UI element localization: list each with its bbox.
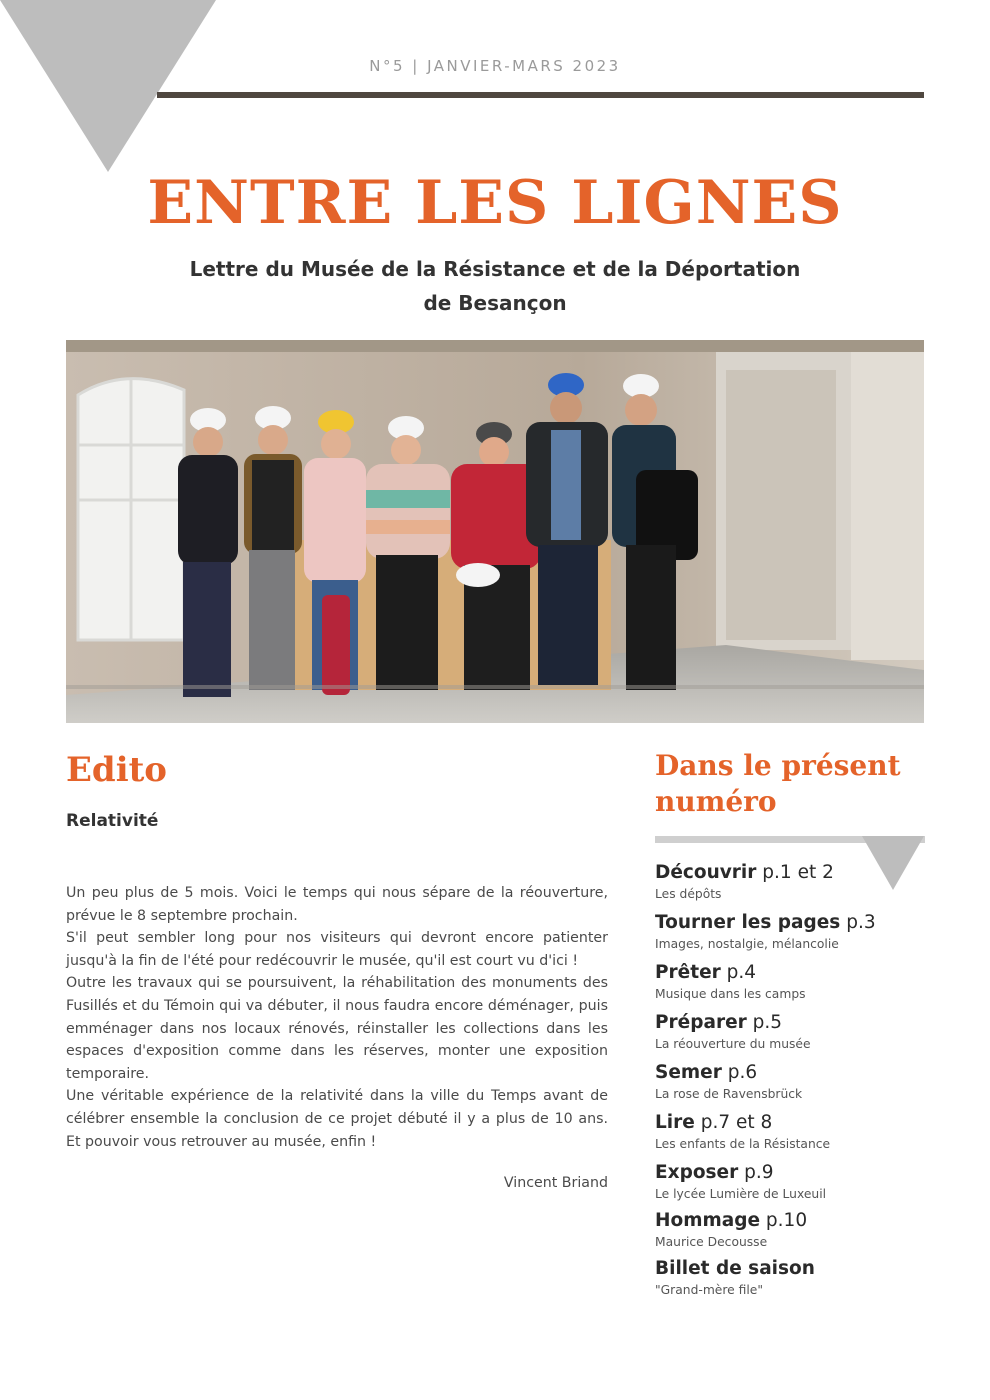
- toc-section: Tourner les pages: [655, 912, 841, 933]
- toc-page: p.5: [752, 1012, 783, 1033]
- edito-body: [66, 882, 608, 1153]
- toc-section: Billet de saison: [655, 1258, 815, 1279]
- toc-description: "Grand-mère file": [655, 1283, 763, 1297]
- subtitle-line-1: Lettre du Musée de la Résistance et de la Déportation: [189, 257, 801, 281]
- toc-description: Maurice Decousse: [655, 1235, 768, 1249]
- toc-item-billet-de-saison[interactable]: [655, 1256, 955, 1304]
- toc-description: Les dépôts: [655, 887, 722, 901]
- toc-section: Semer: [655, 1062, 722, 1083]
- toc-description: Le lycée Lumière de Luxeuil: [655, 1187, 827, 1201]
- toc-item-tourner-les-pages[interactable]: [655, 910, 955, 960]
- toc-section: Hommage: [655, 1210, 761, 1231]
- toc-section: Préparer: [655, 1012, 747, 1033]
- toc-section: Prêter: [655, 962, 721, 983]
- toc-page: p.10: [765, 1210, 808, 1231]
- toc-item-hommage[interactable]: [655, 1208, 955, 1256]
- toc-item-lire[interactable]: [655, 1110, 955, 1160]
- edito-paragraph: Un peu plus de 5 mois. Voici le temps qui nous sépare de la réouverture, prévue le 8 septembre prochain.: [66, 885, 608, 924]
- group-photo: [66, 340, 924, 723]
- toc-heading: Dans le présent numéro: [655, 749, 901, 818]
- toc-description: La réouverture du musée: [655, 1037, 811, 1051]
- edito-signature: Vincent Briand: [503, 1175, 608, 1191]
- edito-subheading: Relativité: [66, 811, 159, 831]
- toc-page: p.3: [846, 912, 876, 933]
- toc-item-preparer[interactable]: [655, 1010, 955, 1060]
- toc-page: p.9: [744, 1162, 774, 1183]
- subtitle-line-2: de Besançon: [423, 291, 567, 315]
- edito-heading: Edito: [66, 750, 167, 790]
- toc-page: p.6: [727, 1062, 758, 1083]
- toc-item-decouvrir[interactable]: [655, 860, 955, 910]
- newsletter-title: ENTRE LES LIGNES: [147, 168, 843, 238]
- corner-triangle-decoration: [0, 0, 220, 175]
- toc-page: p.7 et 8: [700, 1112, 773, 1133]
- toc-list: [655, 860, 955, 1304]
- edito-paragraph: S'il peut sembler long pour nos visiteurs qui devront encore patienter jusqu'à la fin de l'été pour redécouvrir le musée, qu'il est court vu d'ici !: [66, 930, 608, 969]
- toc-section: Lire: [655, 1112, 695, 1133]
- edito-paragraph: Une véritable expérience de la relativité dans la ville du Temps avant de célébrer ensemble la conclusion de ce projet débuté il y a plus de 10 ans. Et pouvoir vous retrouver au musée, enfin !: [66, 1088, 608, 1150]
- newsletter-subtitle: [0, 252, 990, 320]
- issue-number: N°5 | JANVIER-MARS 2023: [369, 57, 621, 75]
- toc-description: Musique dans les camps: [655, 987, 806, 1001]
- toc-page: p.4: [726, 962, 757, 983]
- toc-item-preter[interactable]: [655, 960, 955, 1010]
- toc-item-exposer[interactable]: [655, 1160, 955, 1208]
- toc-page: p.1 et 2: [762, 862, 834, 883]
- edito-paragraph: Outre les travaux qui se poursuivent, la réhabilitation des monuments des Fusillés et du Témoin qui va débuter, il nous faudra encore déménager, puis emménager dans nos locaux rénovés, réinstaller les collections dans les espaces d'exposition comme dans les réserves, monter une exposition temporaire.: [66, 975, 608, 1082]
- toc-description: Les enfants de la Résistance: [655, 1137, 831, 1151]
- toc-description: La rose de Ravensbrück: [655, 1087, 803, 1101]
- toc-section: Exposer: [655, 1162, 739, 1183]
- header-rule: [157, 92, 924, 98]
- toc-item-semer[interactable]: [655, 1060, 955, 1110]
- toc-section: Découvrir: [655, 862, 757, 883]
- toc-description: Images, nostalgie, mélancolie: [655, 937, 839, 951]
